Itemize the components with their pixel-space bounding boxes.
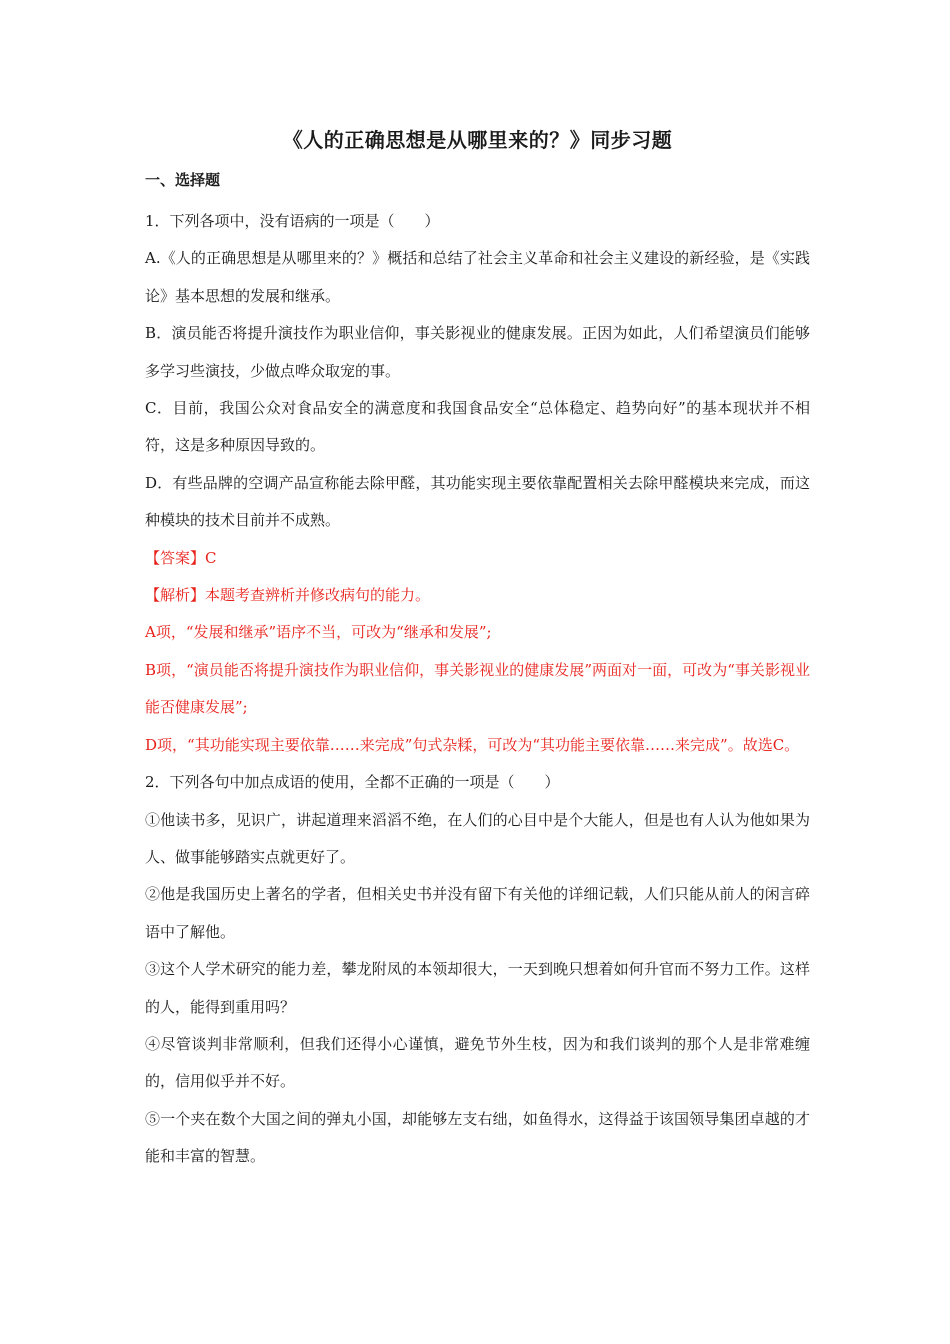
question-2-sentence-2: ②他是我国历史上著名的学者，但相关史书并没有留下有关他的详细记载，人们只能从前人的闲言碎语中了解他。 — [145, 885, 810, 941]
analysis-item-b: B项，“演员能否将提升演技作为职业信仰，事关影视业的健康发展”两面对一面，可改为“事关影视业能否健康发展”; — [145, 660, 810, 717]
question-2-stem: 2．下列各句中加点成语的使用，全都不正确的一项是（ ） — [145, 773, 560, 792]
question-1-analysis — [145, 577, 810, 614]
question-1-stem: 1．下列各项中，没有语病的一项是（ ） — [145, 212, 440, 230]
analysis-item-a: A项，“发展和继承”语序不当，可改为“继承和发展”; — [145, 623, 492, 642]
question-1-answer — [145, 540, 810, 577]
section-heading-choice: 一、选择题 — [145, 171, 221, 189]
analysis-tag: 【解析】 — [145, 586, 206, 605]
document-page — [145, 125, 810, 1176]
question-2-sentence-4: ④尽管谈判非常顺利，但我们还得小心谨慎，避免节外生枝，因为和我们谈判的那个人是非常难缠的，信用似乎并不好。 — [145, 1034, 810, 1091]
question-1-option-a: A.《人的正确思想是从哪里来的？》概括和总结了社会主义革命和社会主义建设的新经验，是《实践论》基本思想的发展和继承。 — [145, 249, 810, 305]
question-2-sentence-3: ③这个人学术研究的能力差，攀龙附凤的本领却很大，一天到晚只想着如何升官而不努力工作。这样的人，能得到重用吗？ — [145, 960, 810, 1016]
question-1-option-d: D．有些品牌的空调产品宣称能去除甲醛，其功能实现主要依靠配置相关去除甲醛模块来完成，而这种模块的技术目前并不成熟。 — [145, 473, 810, 530]
answer-value: C — [205, 548, 217, 567]
document-title: 《人的正确思想是从哪里来的？》同步习题 — [282, 128, 673, 152]
question-2-sentence-1: ①他读书多，见识广，讲起道理来滔滔不绝，在人们的心目中是个大能人，但是也有人认为他如果为人、做事能够踏实点就更好了。 — [145, 810, 810, 866]
analysis-item-d: D项，“其功能实现主要依靠……来完成”句式杂糅，可改为“其功能主要依靠……来完成”。故选C。 — [145, 735, 800, 754]
analysis-intro: 本题考查辨析并修改病句的能力。 — [205, 586, 431, 605]
question-2-sentence-5: ⑤一个夹在数个大国之间的弹丸小国，却能够左支右绌，如鱼得水，这得益于该国领导集团卓越的才能和丰富的智慧。 — [145, 1109, 810, 1166]
answer-tag: 【答案】 — [145, 548, 206, 567]
question-1-option-c: C．目前，我国公众对食品安全的满意度和我国食品安全“总体稳定、趋势向好”的基本现状并不相符，这是多种原因导致的。 — [145, 399, 810, 455]
question-1-option-b: B．演员能否将提升演技作为职业信仰，事关影视业的健康发展。正因为如此，人们希望演员们能够多学习些演技，少做点哗众取宠的事。 — [145, 324, 810, 380]
